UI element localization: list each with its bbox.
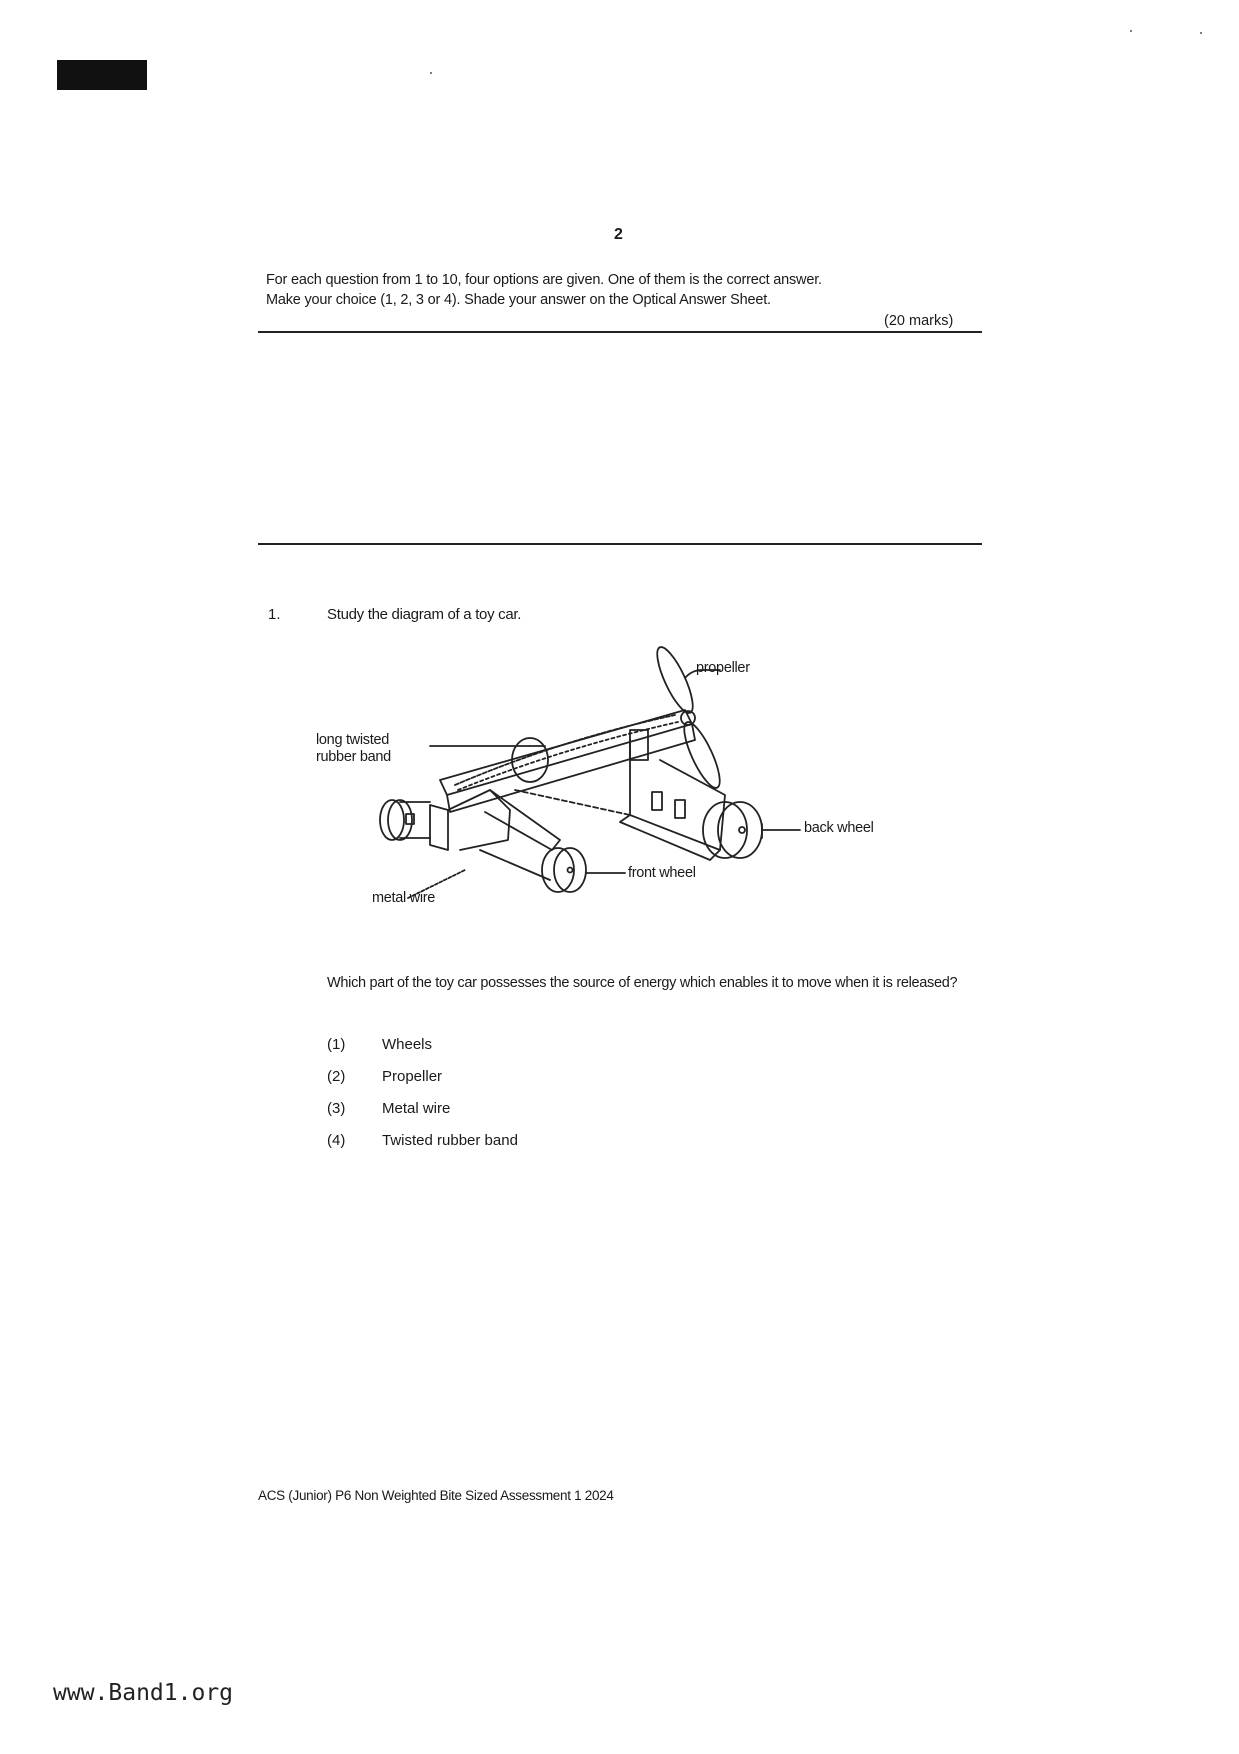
front-frame bbox=[430, 790, 630, 880]
page-footer: ACS (Junior) P6 Non Weighted Bite Sized Assessment 1 2024 bbox=[258, 1488, 614, 1503]
back-wheel-shape bbox=[703, 802, 762, 858]
option-2[interactable]: (2) Propeller bbox=[327, 1068, 443, 1085]
question-number: 1. bbox=[268, 606, 281, 623]
label-rubber-band: long twisted rubber band bbox=[316, 732, 391, 765]
divider-bottom bbox=[258, 543, 982, 545]
label-propeller: propeller bbox=[696, 660, 750, 676]
option-4[interactable]: (4) Twisted rubber band bbox=[327, 1132, 518, 1149]
option-1[interactable]: (1) Wheels bbox=[327, 1036, 433, 1053]
page-number: 2 bbox=[614, 226, 623, 243]
instructions bbox=[266, 270, 984, 310]
answer-options bbox=[327, 1036, 518, 1164]
rear-frame bbox=[620, 730, 725, 860]
toy-car-diagram bbox=[316, 640, 930, 930]
label-back-wheel: back wheel bbox=[804, 820, 874, 836]
marks-total: (20 marks) bbox=[884, 313, 954, 329]
instructions-line-2: Make your choice (1, 2, 3 or 4). Shade your answer on the Optical Answer Sheet. bbox=[266, 292, 771, 308]
scan-speck bbox=[1200, 32, 1202, 34]
front-left-wheel-shape bbox=[380, 800, 430, 840]
toy-car-illustration bbox=[330, 640, 930, 930]
question-prompt: Which part of the toy car possesses the source of energy which enables it to move when it is released? bbox=[327, 975, 958, 991]
chassis-beam bbox=[440, 710, 695, 812]
scan-speck bbox=[430, 72, 432, 74]
scan-speck bbox=[1130, 30, 1132, 32]
rubber-band-shape bbox=[455, 715, 675, 785]
divider-top bbox=[258, 331, 982, 333]
front-wheel-shape bbox=[542, 848, 586, 892]
label-metal-wire: metal wire bbox=[372, 890, 436, 906]
question-stem: Study the diagram of a toy car. bbox=[327, 606, 522, 623]
option-3[interactable]: (3) Metal wire bbox=[327, 1100, 451, 1117]
label-front-wheel: front wheel bbox=[628, 865, 696, 881]
instructions-line-1: For each question from 1 to 10, four options are given. One of them is the correct answer. bbox=[266, 272, 822, 288]
watermark-url: www.Band1.org bbox=[53, 1680, 234, 1706]
redaction-block bbox=[57, 60, 147, 90]
leader-back-wheel bbox=[762, 824, 800, 838]
